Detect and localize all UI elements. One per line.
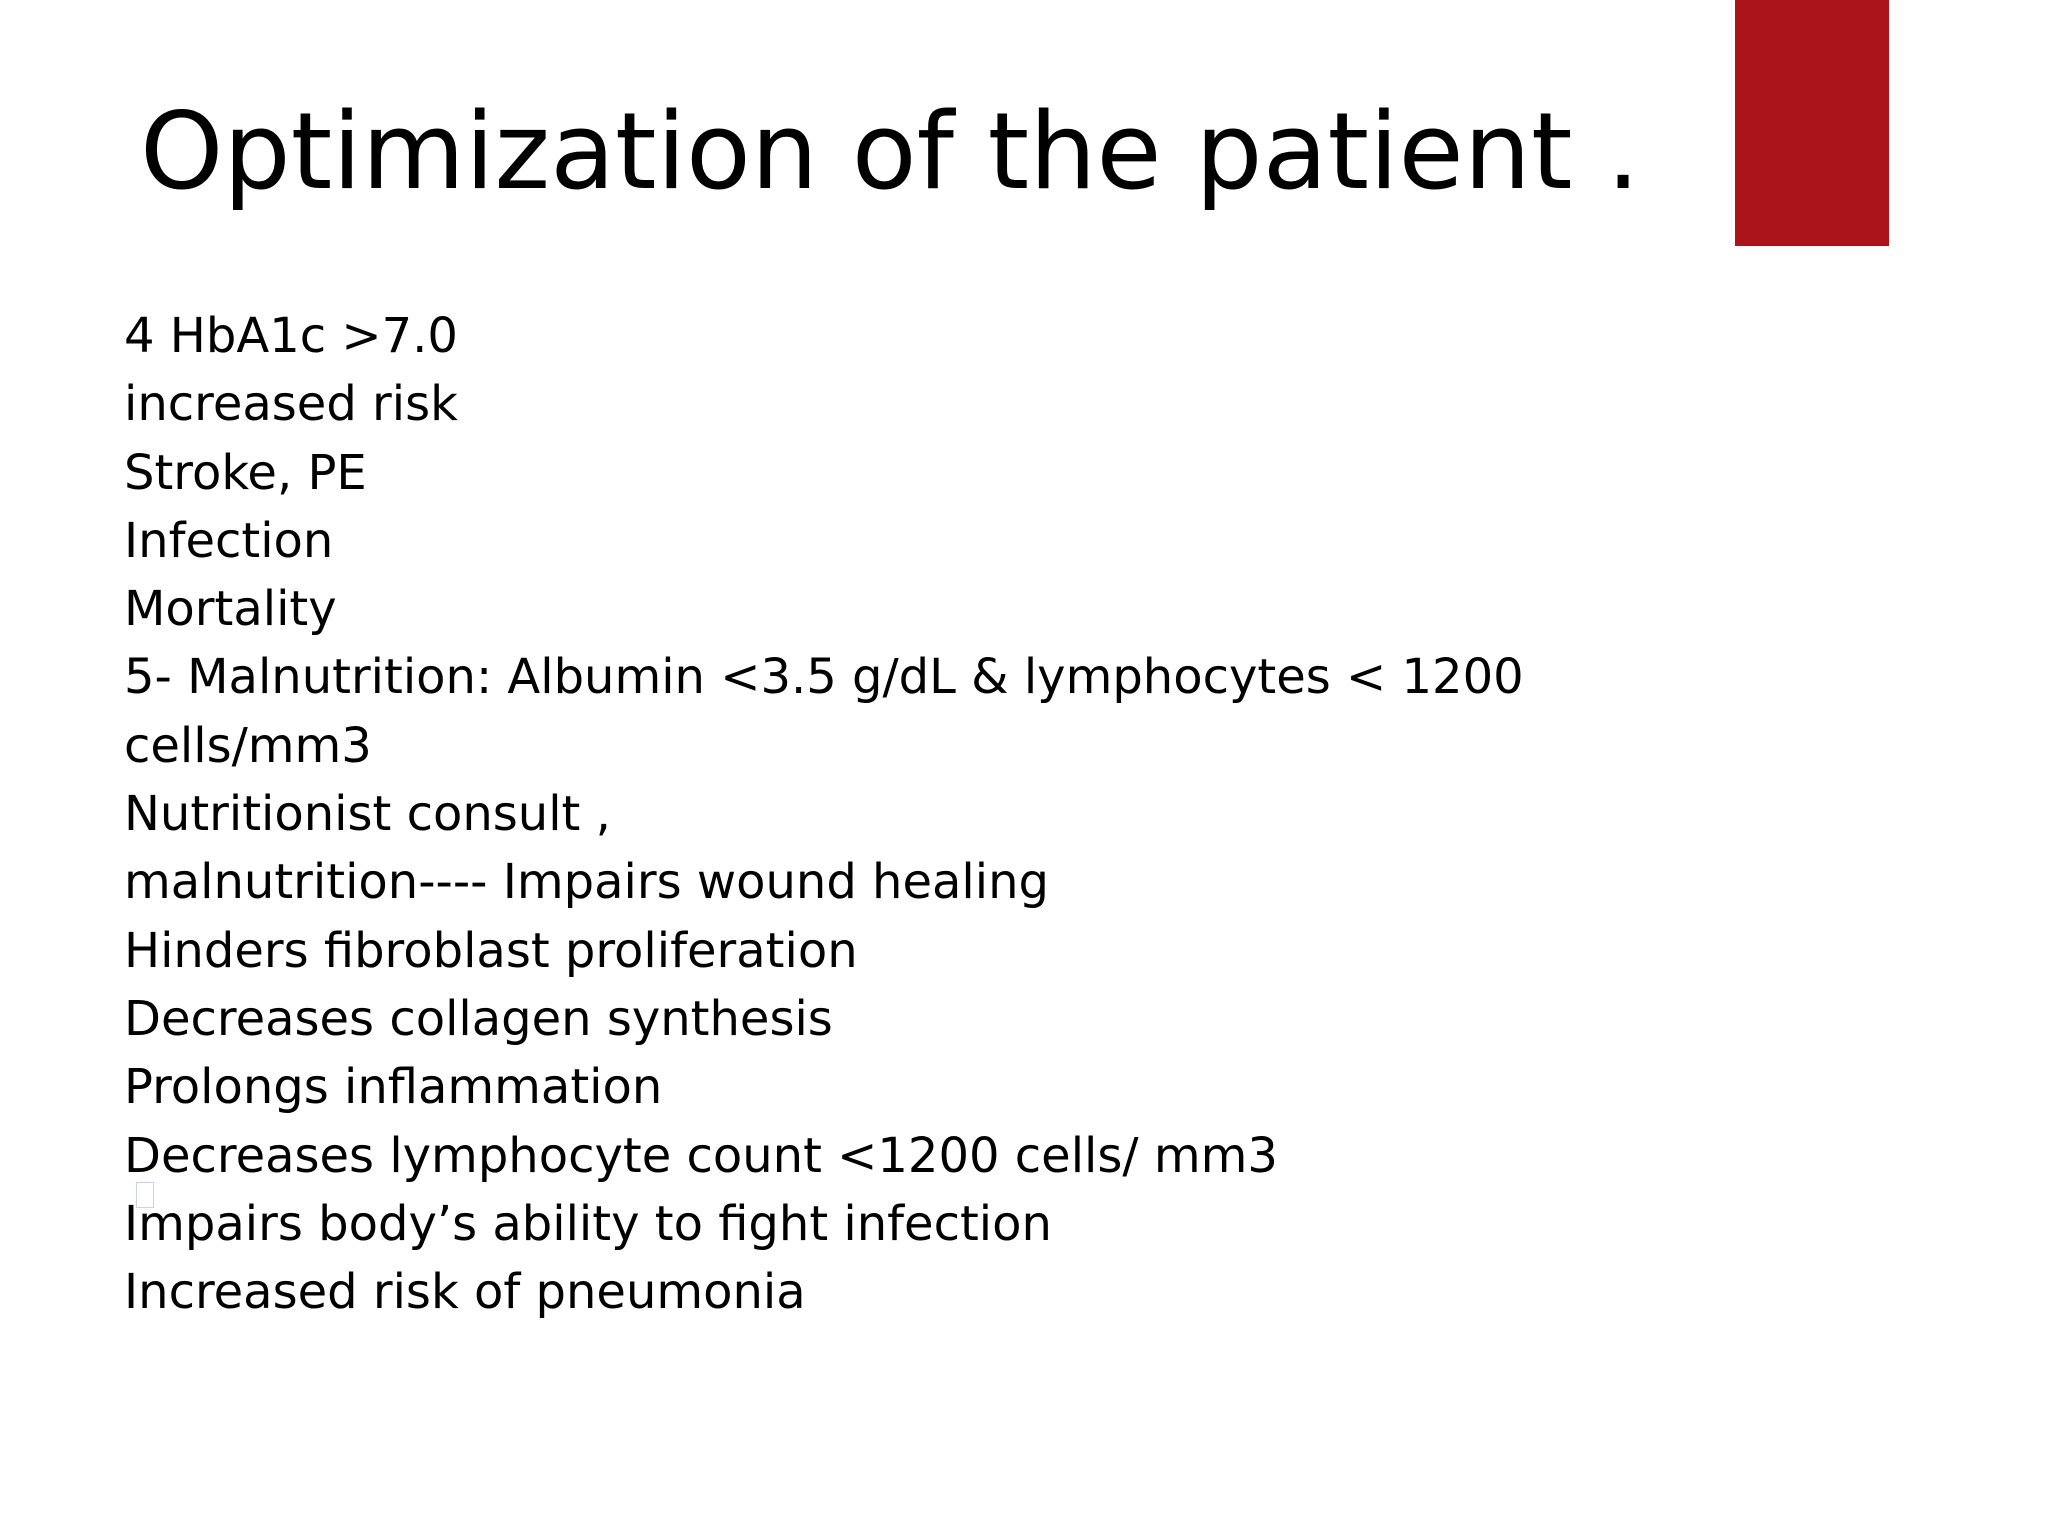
body-line: Hinders fibroblast proliferation [124, 922, 858, 979]
body-line: 5- Malnutrition: Albumin <3.5 g/dL & lymphocytes < 1200 [124, 649, 1524, 706]
body-line: malnutrition---- Impairs wound healing [124, 854, 1049, 911]
body-line: Decreases collagen synthesis [124, 990, 833, 1047]
body-line: Impairs body’s ability to fight infection [124, 1195, 1052, 1252]
body-line: Nutritionist consult , [124, 786, 611, 843]
body-line: Prolongs inflammation [124, 1059, 663, 1116]
slide-body [124, 302, 1624, 1326]
missing-glyph-icon [136, 1182, 154, 1208]
body-line: Increased risk of pneumonia [124, 1264, 806, 1321]
body-line: Decreases lymphocyte count <1200 cells/ mm3 [124, 1127, 1278, 1184]
body-line: 4 HbA1c >7.0 [124, 308, 458, 364]
slide-title: Optimization of the patient . [140, 90, 1640, 213]
body-line: Infection [124, 512, 334, 569]
body-line: Stroke, PE [124, 444, 367, 501]
accent-bar [1735, 0, 1889, 246]
body-line: cells/mm3 [124, 717, 372, 774]
body-line: increased risk [124, 376, 458, 433]
body-line: Mortality [124, 581, 337, 638]
